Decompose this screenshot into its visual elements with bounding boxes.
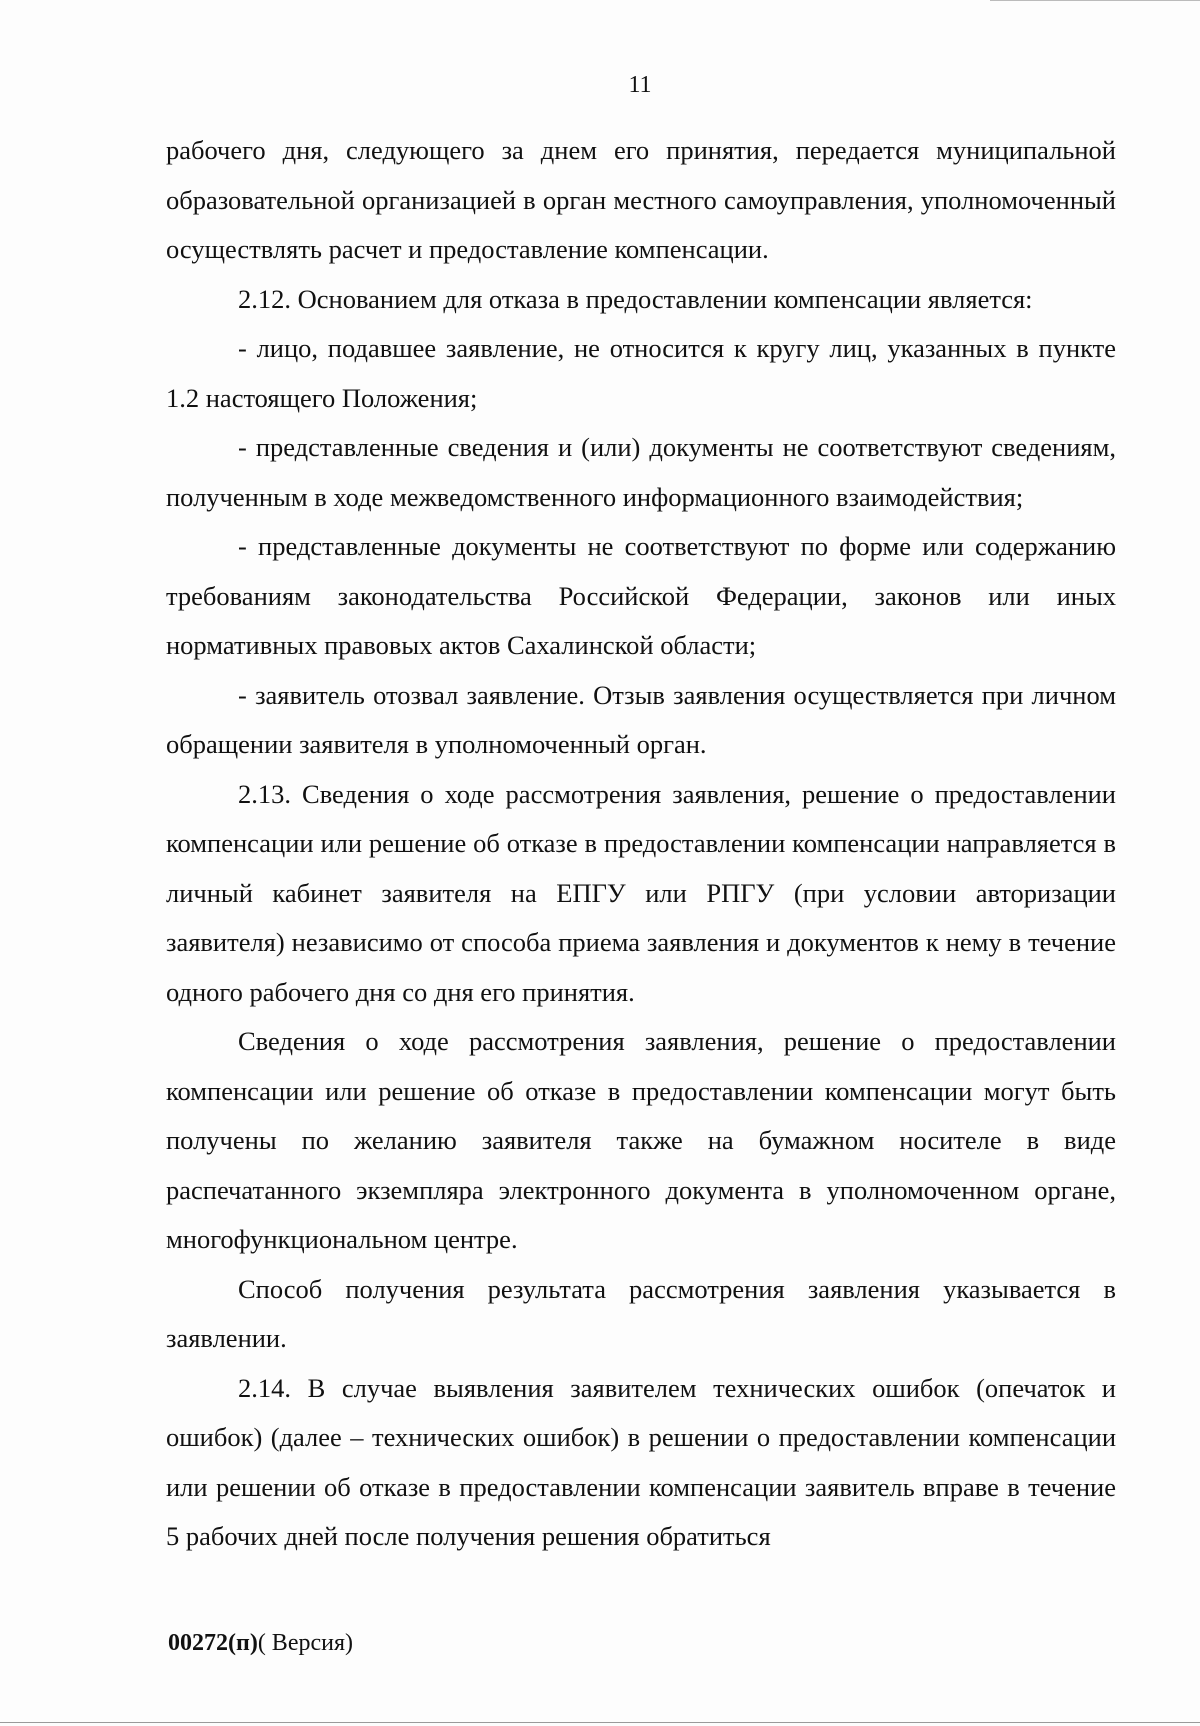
page-number: 11 <box>628 72 652 98</box>
paragraph-2-12: 2.12. Основанием для отказа в предоставлении компенсации является: <box>238 283 1033 314</box>
bottom-scan-rule <box>0 1722 1200 1723</box>
document-body <box>166 126 1116 1562</box>
paragraph-2-14: 2.14. В случае выявления заявителем технических ошибок (опечаток и ошибок) (далее – технических ошибок) в решении о предоставлении компенсации или решении об отказе в предоставлении компенсации заявитель вправе в течение 5 рабочих дней после получения решения обратиться <box>166 1372 1116 1551</box>
footer-version: ( Версия) <box>257 1630 353 1656</box>
list-item-documents-noncompliant: - представленные документы не соответствуют по форме или содержанию требованиям законодательства Российской Федерации, законов или иных нормативных правовых актов Сахалинской области; <box>166 531 1116 660</box>
document-footer-code <box>168 1630 353 1657</box>
paragraph-2-13: 2.13. Сведения о ходе рассмотрения заявления, решение о предоставлении компенсации или решение об отказе в предоставлении компенсации направляется в личный кабинет заявителя на ЕПГУ или РПГУ (при условии авторизации заявителя) независимо от способа приема заявления и документов к нему в течение одного рабочего дня со дня его принятия. <box>166 778 1116 1007</box>
paragraph-result-method: Способ получения результата рассмотрения заявления указывается в заявлении. <box>166 1273 1116 1353</box>
top-scan-rule <box>990 0 1200 1</box>
list-item-data-mismatch: - представленные сведения и (или) документы не соответствуют сведениям, полученным в ходе межведомственного информационного взаимодействия; <box>166 432 1116 512</box>
paragraph-paper-copy: Сведения о ходе рассмотрения заявления, решение о предоставлении компенсации или решение об отказе в предоставлении компенсации могут быть получены по желанию заявителя также на бумажном носителе в виде распечатанного экземпляра электронного документа в уполномоченном органе, многофункциональном центре. <box>166 1026 1116 1254</box>
list-item-not-eligible: - лицо, подавшее заявление, не относится к кругу лиц, указанных в пункте 1.2 настоящего Положения; <box>166 333 1116 413</box>
paragraph-continuation: рабочего дня, следующего за днем его принятия, передается муниципальной образовательной организацией в орган местного самоуправления, уполномоченный осуществлять расчет и предоставление компенсации. <box>166 135 1116 264</box>
list-item-application-withdrawn: - заявитель отозвал заявление. Отзыв заявления осуществляется при личном обращении заявителя в уполномоченный орган. <box>166 679 1116 759</box>
footer-code: 00272(п) <box>168 1630 258 1656</box>
